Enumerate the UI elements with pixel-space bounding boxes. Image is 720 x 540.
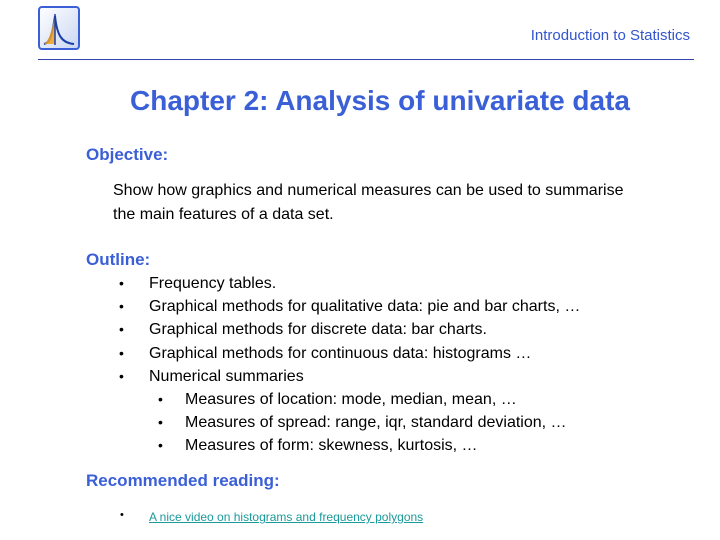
header-title: Introduction to Statistics [530,27,690,44]
bullet-icon: • [158,437,163,454]
bullet-icon: • [120,509,124,521]
outline-subitem-text: Measures of spread: range, iqr, standard deviation, … [185,414,567,432]
outline-item-text: Graphical methods for continuous data: histograms … [149,344,532,362]
distribution-curve-logo-icon [38,6,80,50]
bullet-icon: • [119,367,124,384]
bullet-icon: • [119,298,124,315]
outline-subitem [0,411,580,434]
outline-item [0,342,580,365]
objective-text: Show how graphics and numerical measures can be used to summarise the main features of a data set. [113,182,624,223]
bullet-icon: • [158,391,163,408]
outline-list [0,272,580,458]
bullet-icon: • [158,414,163,431]
bullet-icon: • [119,344,124,361]
outline-item [0,295,580,318]
bullet-icon: • [119,275,124,291]
video-link[interactable]: A nice video on histograms and frequency polygons [149,510,424,524]
recommended-reading-heading: Recommended reading: [86,471,280,490]
outline-item [0,365,580,388]
outline-subitem [0,434,580,457]
outline-item-text: Graphical methods for qualitative data: pie and bar charts, … [149,298,581,316]
bullet-icon: • [119,321,124,338]
outline-item-text: Numerical summaries [149,367,304,385]
outline-heading: Outline: [86,250,151,269]
outline-item-text: Graphical methods for discrete data: bar charts. [149,321,487,339]
objective-heading: Objective: [86,145,169,164]
outline-item-text: Frequency tables. [149,275,277,292]
outline-subitem-text: Measures of location: mode, median, mean, … [185,391,517,409]
outline-item [0,272,580,295]
outline-subitem-text: Measures of form: skewness, kurtosis, … [185,437,478,455]
page-title: Chapter 2: Analysis of univariate data [130,85,630,116]
outline-item [0,318,580,341]
outline-subitem [0,388,580,411]
header-divider [38,59,694,60]
